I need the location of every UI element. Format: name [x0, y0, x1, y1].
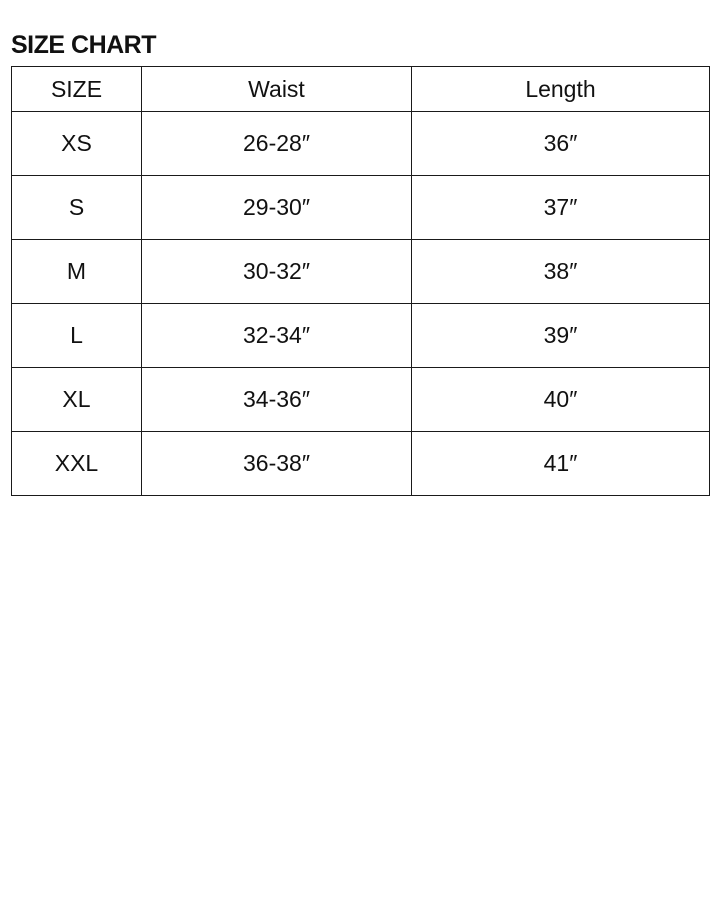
cell-size: S: [12, 176, 142, 240]
cell-waist: 36-38″: [142, 432, 412, 496]
cell-length: 37″: [412, 176, 710, 240]
cell-waist: 30-32″: [142, 240, 412, 304]
cell-length: 41″: [412, 432, 710, 496]
cell-size: M: [12, 240, 142, 304]
size-chart-table: [11, 66, 710, 496]
cell-waist: 34-36″: [142, 368, 412, 432]
cell-waist: 29-30″: [142, 176, 412, 240]
header-waist: Waist: [142, 67, 412, 112]
cell-size: XL: [12, 368, 142, 432]
header-length: Length: [412, 67, 710, 112]
cell-length: 40″: [412, 368, 710, 432]
cell-length: 38″: [412, 240, 710, 304]
cell-size: XXL: [12, 432, 142, 496]
table-header-row: [12, 67, 710, 112]
cell-length: 39″: [412, 304, 710, 368]
cell-waist: 32-34″: [142, 304, 412, 368]
table-row: [12, 304, 710, 368]
cell-length: 36″: [412, 112, 710, 176]
cell-waist: 26-28″: [142, 112, 412, 176]
table-row: [12, 112, 710, 176]
cell-size: XS: [12, 112, 142, 176]
header-size: SIZE: [12, 67, 142, 112]
table-row: [12, 432, 710, 496]
table-row: [12, 368, 710, 432]
page-title: SIZE CHART: [11, 31, 156, 59]
table-row: [12, 240, 710, 304]
table-row: [12, 176, 710, 240]
cell-size: L: [12, 304, 142, 368]
